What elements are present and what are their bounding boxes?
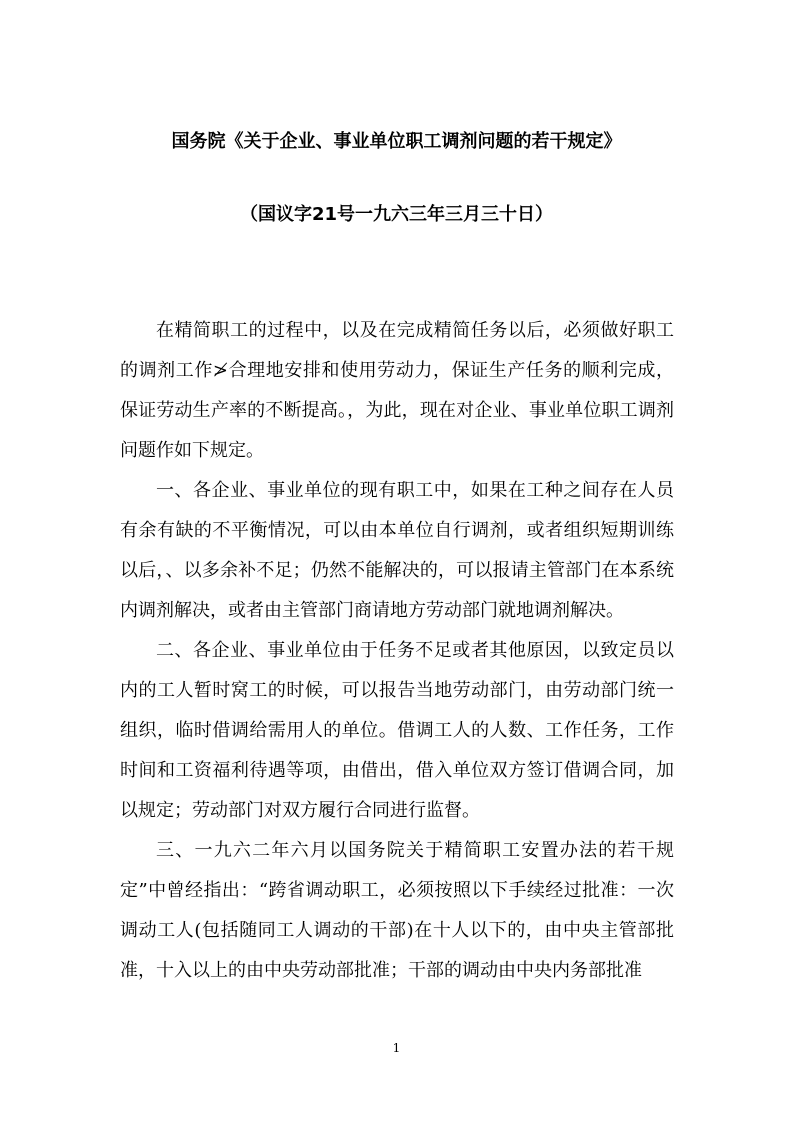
paragraph-intro: 在精简职工的过程中，以及在完成精简任务以后，必须做好职工的调剂工作≯合理地安排和使用劳动力，保证生产任务的顺利完成，保证劳动生产率的不断提高。，为此，现在对企业、事业单位职工调剂问题作如下规定。 [120, 320, 674, 461]
paragraph-3: 三、一九六二年六月以国务院关于精简职工安置办法的若干规定”中曾经指出：“跨省调动职工，必须按照以下手续经过批准：一次调动工人(包括随同工人调动的干部)在十人以下的，由中央主管部批准，十入以上的由中央劳动部批准；干部的调动由中央内务部批准 [120, 840, 674, 981]
document-subtitle: （国议字21号一九六三年三月三十日） [239, 204, 554, 225]
paragraph-1: 一、各企业、事业单位的现有职工中，如果在工种之间存在人员有余有缺的不平衡情况，可以由本单位自行调剂，或者组织短期训练以后，、以多余补不足；仍然不能解决的，可以报请主管部门在本系统内调剂解决，或者由主管部门商请地方劳动部门就地调剂解决。 [120, 480, 674, 621]
page-number: 1 [392, 1041, 401, 1055]
document-title: 国务院《关于企业、事业单位职工调剂问题的若干规定》 [171, 131, 622, 152]
document-body [120, 311, 674, 991]
paragraph-2: 二、各企业、事业单位由于任务不足或者其他原因，以致定员以内的工人暂时窝工的时候，可以报告当地劳动部门，由劳动部门统一组织，临时借调给需用人的单位。借调工人的人数、工作任务，工作时间和工资福利待遇等项，由借出，借入单位双方签订借调合同，加以规定；劳动部门对双方履行合同进行监督。 [120, 640, 674, 821]
